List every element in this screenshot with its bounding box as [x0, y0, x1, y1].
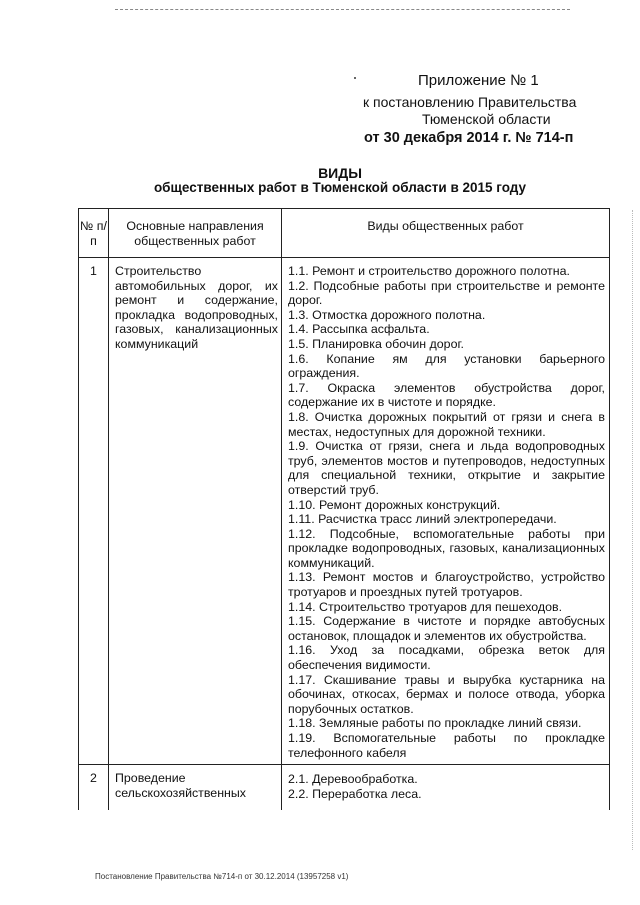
work-item: 1.15. Содержание в чистоте и порядке автобусных остановок, площадок и элементов их обустройства. [288, 614, 605, 643]
appendix-label: Приложение № 1 [418, 72, 539, 89]
column-header-directions: Основные направления общественных работ [109, 209, 282, 258]
work-item: 1.11. Расчистка трасс линий электропередачи. [288, 512, 557, 527]
row-number: 1 [79, 258, 109, 765]
table-header-row [79, 209, 610, 258]
work-item: 1.16. Уход за посадками, обрезка веток для обеспечения видимости. [288, 643, 605, 673]
work-item: 2.1. Деревообработка. [288, 772, 418, 787]
table-row [79, 765, 610, 811]
document-footer: Постановление Правительства №714-п от 30.12.2014 (13957258 v1) [95, 872, 349, 881]
work-item: 2.2. Переработка леса. [288, 786, 422, 801]
table-row [79, 258, 610, 765]
appendix-line-2: к постановлению Правительства [363, 94, 577, 110]
column-header-number: № п/п [79, 209, 109, 258]
row-works [282, 258, 610, 765]
row-direction: Строительство автомобильных дорог, их ремонт и содержание, прокладка водопроводных, газовых, канализационных коммуникаций [109, 258, 282, 765]
work-item: 1.2. Подсобные работы при строительстве и ремонте дорог. [288, 278, 605, 308]
appendix-date-number: от 30 декабря 2014 г. № 714-п [364, 130, 574, 146]
row-number: 2 [79, 765, 109, 811]
work-item: 1.18. Земляные работы по прокладке линий связи. [288, 716, 582, 731]
top-border-line [115, 9, 570, 10]
work-item: 1.17. Скашивание травы и вырубка кустарника на обочинах, откосах, бермах и полосе отвода, уборка порубочных остатков. [288, 672, 605, 716]
work-item: 1.13. Ремонт мостов и благоустройство, устройство тротуаров и проездных путей тротуаров. [288, 570, 605, 600]
appendix-line-3: Тюменской области [422, 111, 551, 127]
row-works [282, 765, 610, 811]
work-item: 1.1. Ремонт и строительство дорожного полотна. [288, 264, 570, 278]
row-direction: Проведение сельскохозяйственных [109, 765, 282, 811]
work-item: 1.19. Вспомогательные работы по прокладке телефонного кабеля [288, 731, 605, 760]
works-table [78, 208, 610, 810]
work-item: 1.7. Окраска элементов обустройства дорог, содержание их в чистоте и порядке. [288, 380, 605, 410]
work-item: 1.3. Отмостка дорожного полотна. [288, 307, 486, 322]
work-item: 1.6. Копание ям для установки барьерного ограждения. [288, 351, 605, 381]
scan-edge [632, 210, 633, 850]
column-header-works: Виды общественных работ [282, 209, 610, 258]
work-item: 1.14. Строительство тротуаров для пешеходов. [288, 599, 563, 614]
work-item: 1.5. Планировка обочин дорог. [288, 336, 464, 351]
work-item: 1.9. Очистка от грязи, снега и льда водопроводных труб, элементов мостов и путепроводов, недоступных для специальной техники, открытие и закрытие отверстий труб. [288, 439, 605, 497]
scan-dot [354, 77, 356, 79]
document-subtitle: общественных работ в Тюменской области в 2015 году [153, 180, 527, 195]
work-item: 1.4. Рассыпка асфальта. [288, 322, 430, 337]
document-title: ВИДЫ [318, 165, 362, 181]
work-item: 1.12. Подсобные, вспомогательные работы при прокладке водопроводных, газовых, канализационных коммуникаций. [288, 526, 605, 570]
work-item: 1.8. Очистка дорожных покрытий от грязи и снега в местах, недоступных для дорожной техники. [288, 409, 605, 439]
work-item: 1.10. Ремонт дорожных конструкций. [288, 497, 501, 512]
